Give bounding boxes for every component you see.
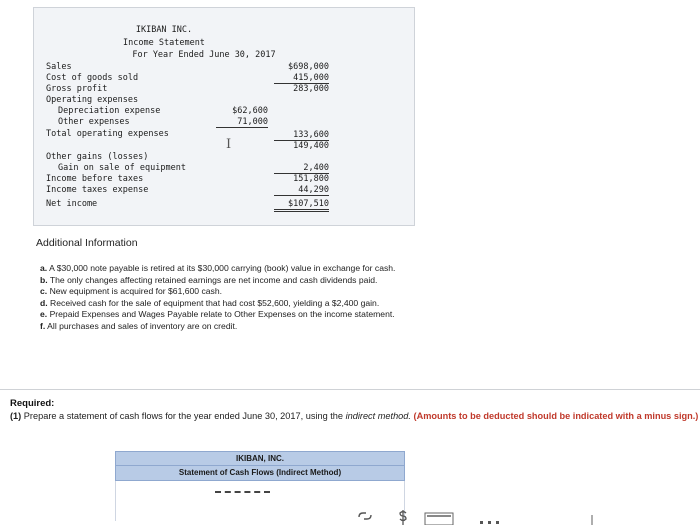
gross-profit-value: 283,000 (293, 84, 329, 94)
required-instructions: (1) Prepare a statement of cash flows for the year ended June 30, 2017, using the indirect method. (Amounts to be deducted should be indicated with a minus sign.) (10, 411, 699, 421)
income-statement-panel (33, 7, 415, 226)
gain-on-sale-label: Gain on sale of equipment (58, 163, 186, 173)
text-cursor-icon: I (226, 137, 232, 152)
depreciation-value: $62,600 (232, 106, 268, 116)
list-item: a. A $30,000 note payable is retired at its $30,000 carrying (book) value in exchange for cash. (40, 263, 396, 273)
list-item: e. Prepaid Expenses and Wages Payable relate to Other Expenses on the income statement. (40, 309, 395, 320)
income-tax-label: Income taxes expense (46, 185, 149, 195)
total-opex-label: Total operating expenses (46, 129, 169, 139)
gross-profit-label: Gross profit (46, 84, 108, 94)
dollar-icon[interactable] (396, 507, 410, 525)
grid-icon[interactable] (424, 507, 454, 525)
income-before-taxes-value: 151,800 (293, 174, 329, 184)
net-income-label: Net income (46, 199, 98, 209)
cash-flow-title: Statement of Cash Flows (Indirect Method) (115, 466, 405, 481)
cogs-label: Cost of goods sold (46, 73, 139, 83)
statement-period: For Year Ended June 30, 2017 (132, 50, 276, 60)
section-divider (0, 389, 700, 390)
additional-info-title: Additional Information (36, 237, 138, 249)
list-item: f. All purchases and sales of inventory are on credit. (40, 320, 238, 331)
link-icon[interactable] (355, 507, 375, 525)
depreciation-label: Depreciation expense (58, 106, 161, 116)
sales-value: $698,000 (288, 62, 329, 72)
cropped-text-edge (215, 491, 270, 493)
additional-info-list (40, 263, 395, 333)
income-tax-value: 44,290 (274, 185, 329, 196)
cash-flow-company: IKIBAN, INC. (115, 451, 405, 466)
list-item: c. New equipment is acquired for $61,600 cash. (40, 286, 223, 297)
other-expenses-value: 71,000 (216, 117, 268, 128)
net-income-value: $107,510 (274, 199, 329, 212)
total-opex-value: 133,600 (274, 130, 329, 141)
cogs-value: 415,000 (274, 73, 329, 84)
income-before-taxes-label: Income before taxes (46, 174, 144, 184)
other-gains-label: Other gains (losses) (46, 152, 149, 162)
statement-title: Income Statement (123, 38, 205, 48)
gain-on-sale-value: 2,400 (274, 163, 329, 174)
opex-label: Operating expenses (46, 95, 139, 105)
subtotal-value: 149,400 (293, 141, 329, 151)
other-expenses-label: Other expenses (58, 117, 130, 127)
menu-dots-icon[interactable] (478, 507, 518, 525)
company-name: IKIBAN INC. (135, 25, 193, 35)
list-item: b. The only changes affecting retained earnings are net income and cash dividends paid. (40, 274, 378, 285)
required-label: Required: (10, 398, 55, 409)
separator-icon (585, 507, 599, 525)
sales-label: Sales (46, 62, 72, 72)
list-item: d. Received cash for the sale of equipment that had cost $52,600, yielding a $2,400 gain. (40, 297, 380, 308)
